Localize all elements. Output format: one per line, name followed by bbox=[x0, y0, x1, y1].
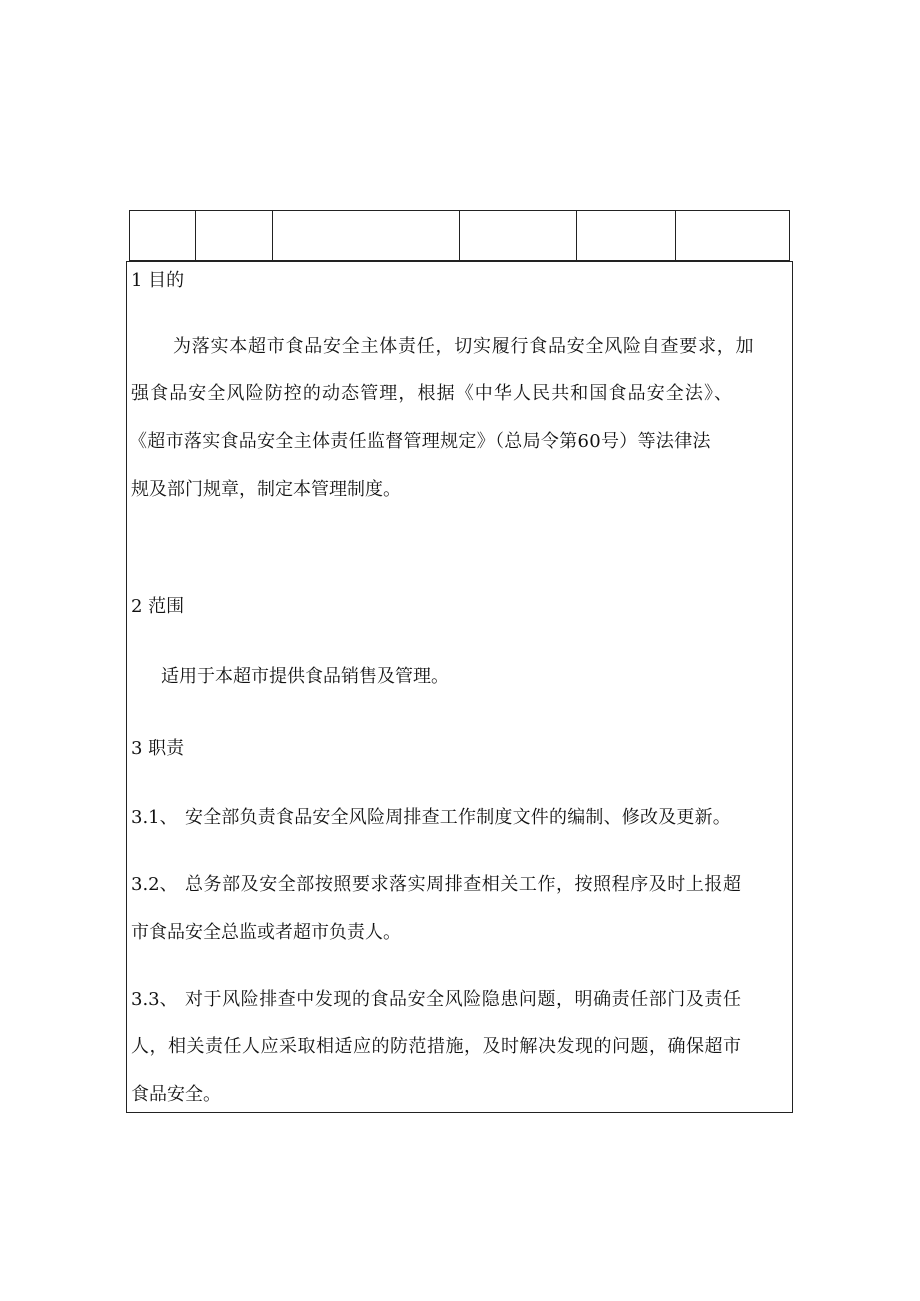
header-cell-divider bbox=[272, 211, 273, 260]
duty-item-1-line-1: 安全部负责食品安全风险周排查工作制度文件的编制、修改及更新。 bbox=[185, 807, 731, 828]
section-heading-purpose: 1 目的 bbox=[131, 270, 185, 291]
duty-item-3-line-2: 人，相关责任人应采取相适应的防范措施，及时解决发现的问题，确保超市 bbox=[131, 1036, 742, 1057]
section-heading-duties: 3 职责 bbox=[131, 738, 185, 759]
duty-item-3-line-3: 食品安全。 bbox=[131, 1084, 221, 1105]
purpose-line-3: 《超市落实食品安全主体责任监督管理规定》（总局令第60号）等法律法 bbox=[129, 431, 711, 452]
duty-item-number: 3.1、 bbox=[131, 807, 178, 828]
header-cell-divider bbox=[675, 211, 676, 260]
header-cell-divider bbox=[195, 211, 196, 260]
header-cell-divider bbox=[576, 211, 577, 260]
content-box bbox=[126, 261, 793, 1113]
duty-item-2-line-2: 市食品安全总监或者超市负责人。 bbox=[131, 922, 401, 943]
duty-item-2-line-1: 总务部及安全部按照要求落实周排查相关工作，按照程序及时上报超 bbox=[185, 874, 742, 895]
duty-item-3-line-1: 对于风险排查中发现的食品安全风险隐患问题，明确责任部门及责任 bbox=[185, 989, 742, 1010]
purpose-line-2: 强食品安全风险防控的动态管理，根据《中华人民共和国食品安全法》、 bbox=[131, 383, 734, 404]
purpose-line-1: 为落实本超市食品安全主体责任，切实履行食品安全风险自查要求，加 bbox=[173, 336, 755, 357]
header-cell-divider bbox=[459, 211, 460, 260]
section-heading-scope: 2 范围 bbox=[131, 596, 185, 617]
header-table-row bbox=[129, 210, 790, 261]
scope-line-1: 适用于本超市提供食品销售及管理。 bbox=[161, 666, 449, 687]
duty-item-number: 3.2、 bbox=[131, 874, 178, 895]
duty-item-number: 3.3、 bbox=[131, 989, 178, 1010]
purpose-line-4: 规及部门规章，制定本管理制度。 bbox=[131, 479, 401, 500]
